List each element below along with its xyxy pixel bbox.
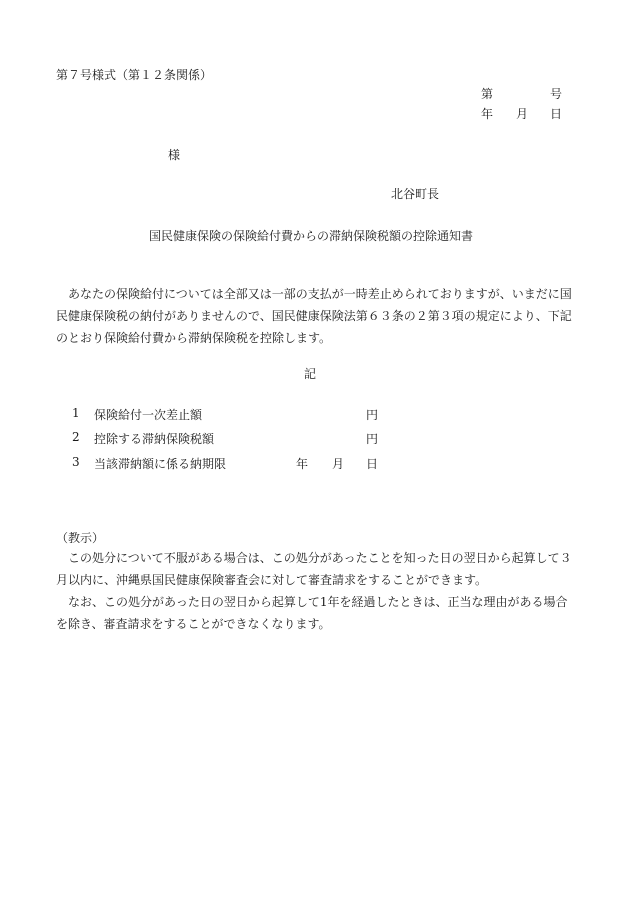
- item-row: [72, 455, 392, 469]
- body-line: のとおり保険給付費から滞納保険税を控除します。: [56, 331, 332, 345]
- date-month: 月: [516, 107, 529, 121]
- form-label: 第７号様式（第１２条関係）: [56, 68, 213, 82]
- notice-line: この処分について不服がある場合は、この処分があったことを知った日の翌日から起算して３: [68, 551, 572, 565]
- item-label: 当該滞納額に係る納期限: [94, 457, 227, 471]
- ki-heading: 記: [304, 367, 317, 381]
- item-unit: 円: [366, 432, 379, 446]
- item-number: 1: [72, 406, 80, 420]
- date-day: 日: [550, 107, 563, 121]
- item-number: 2: [72, 430, 80, 444]
- body-line: あなたの保険給付については全部又は一部の支払が一時差止められておりますが、いまだに国: [68, 287, 572, 301]
- issuer-name: 北谷町長: [391, 187, 440, 201]
- addressee-suffix: 様: [168, 148, 181, 162]
- body-paragraph: [56, 283, 570, 349]
- notice-paragraph: [56, 547, 570, 635]
- number-prefix: 第: [481, 87, 494, 101]
- item-month: 月: [332, 457, 345, 471]
- item-year: 年: [296, 457, 309, 471]
- number-suffix: 号: [550, 87, 563, 101]
- body-line: 民健康保険税の納付がありませんので、国民健康保険法第６３条の２第３項の規定により、下記: [56, 309, 572, 323]
- item-number: 3: [72, 455, 80, 469]
- notice-line: なお、この処分があった日の翌日から起算して1年を経過したときは、正当な理由がある場合: [68, 595, 568, 609]
- notice-line: を除き、審査請求をすることができなくなります。: [56, 617, 331, 631]
- notice-heading: （教示）: [56, 531, 105, 545]
- item-label: 保険給付一次差止額: [94, 408, 203, 422]
- notice-line: 月以内に、沖縄県国民健康保険審査会に対して審査請求をすることができます。: [56, 573, 488, 587]
- item-label: 控除する滞納保険税額: [94, 432, 215, 446]
- item-day: 日: [366, 457, 379, 471]
- item-unit: 円: [366, 408, 379, 422]
- date-year: 年: [481, 107, 494, 121]
- document-title: 国民健康保険の保険給付費からの滞納保険税額の控除通知書: [149, 229, 474, 243]
- item-row: [72, 406, 392, 420]
- item-row: [72, 430, 392, 444]
